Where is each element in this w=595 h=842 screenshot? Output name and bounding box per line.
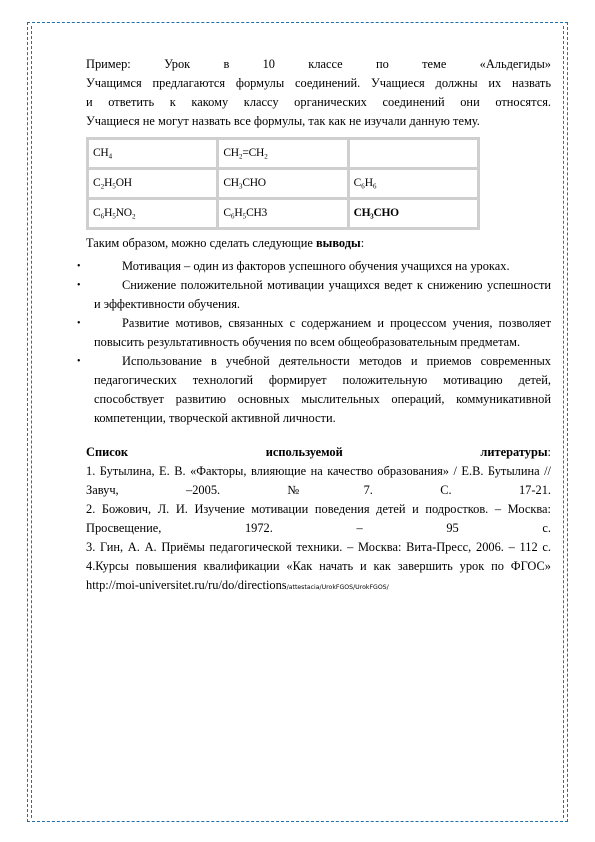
table-row: [88, 169, 479, 199]
bib-entry-text: 4.Курсы повышения квалификации «Как начать и как завершить урок по ФГОС» http://moi-universitet.ru/ru/do/directions: [86, 559, 551, 592]
list-item-text: Развитие мотивов, связанных с содержанием и процессом учения, позволяет повысить результативность обучения по всем общеобразовательным предметам.: [94, 316, 551, 349]
formula: C₆H₆: [353, 177, 377, 189]
table-cell: [218, 199, 348, 229]
bibliography: [86, 443, 551, 597]
list-item: [77, 314, 551, 352]
example-word: классе: [308, 57, 343, 71]
bibliography-heading: [86, 443, 551, 462]
bib-entry: 2. Божович, Л. И. Изучение мотивации поведения детей и подростков. – Москва: Просвещение, 1972. – 95 с.: [86, 502, 551, 535]
table-cell: [348, 169, 478, 199]
document-body: [77, 55, 551, 597]
bib-entry: 3. Гин, А. А. Приёмы педагогической техники. – Москва: Вита-Пресс, 2006. – 112 с.: [86, 540, 551, 554]
example-word: 10: [262, 57, 275, 71]
heading-colon: :: [547, 445, 551, 459]
heading-word: литературы: [480, 445, 548, 459]
list-item: [77, 352, 551, 428]
conclusion-text: Таким образом, можно сделать следующие: [86, 236, 316, 250]
formulas-table: [86, 137, 480, 230]
table-cell: [88, 169, 218, 199]
table-cell: [348, 139, 478, 169]
formula: CH₄: [93, 147, 113, 159]
table-cell: [218, 169, 348, 199]
example-intro: [86, 55, 551, 74]
list-item-text: Использование в учебной деятельности методов и приемов современных педагогических технологий формирует положительную мотивацию детей, способствует развитию основных мыслительных операций, коммуникативной компетенции, творческой активной личности.: [94, 354, 551, 425]
bib-entry: 1. Бутылина, Е. В. «Факторы, влияющие на качество образования» / Е.В. Бутылина // Завуч, –2005. №7. С. 17-21.: [86, 464, 551, 497]
heading-word: используемой: [265, 445, 343, 459]
conclusions-list: [77, 257, 551, 428]
example-word: в: [223, 57, 230, 71]
example-word: теме: [422, 57, 447, 71]
bib-entry-url-tail: /attestacia/UrokFGOS/UrokFGOS/: [286, 584, 389, 591]
example-line-4: Учащиеся не могут назвать все формулы, так как не изучали данную тему.: [86, 114, 480, 128]
formula: C₆H₅CH3: [223, 207, 267, 219]
example-word: Урок: [164, 57, 191, 71]
formula: CH₃CHO: [353, 207, 399, 219]
bib-entry: [86, 557, 551, 597]
list-item: [77, 257, 551, 276]
heading-word: Список: [86, 445, 129, 459]
example-line-2: Учащимся предлагаются формулы соединений. Учащиеся должны их назвать: [86, 76, 551, 90]
table-cell: [218, 139, 348, 169]
table-row: [88, 199, 479, 229]
example-line-3: и ответить к какому классу органических соединений они относятся.: [86, 95, 551, 109]
table-row: [88, 139, 479, 169]
example-word: «Альдегиды»: [479, 57, 551, 71]
bullet-icon: •: [77, 318, 81, 329]
bullet-icon: •: [77, 356, 81, 367]
formula: C₆H₅NO₂: [93, 207, 136, 219]
conclusion-line: [86, 234, 551, 253]
example-label: Пример:: [86, 57, 131, 71]
conclusion-bold: выводы: [315, 236, 361, 250]
list-item-text: Мотивация – один из факторов успешного обучения учащихся на уроках.: [122, 259, 510, 273]
table-cell: [88, 139, 218, 169]
example-word: по: [375, 57, 389, 71]
conclusion-colon: :: [360, 236, 365, 250]
list-item-text: Снижение положительной мотивации учащихся ведет к снижению успешности и эффективности обучения.: [94, 278, 551, 311]
table-cell: [88, 199, 218, 229]
bullet-icon: •: [77, 261, 81, 272]
formula: CH₃CHO: [223, 177, 266, 189]
formula: CH₂=CH₂: [223, 147, 268, 159]
table-cell: [348, 199, 478, 229]
formula: C₂H₅OH: [93, 177, 132, 189]
list-item: [77, 276, 551, 314]
bullet-icon: •: [77, 280, 81, 291]
